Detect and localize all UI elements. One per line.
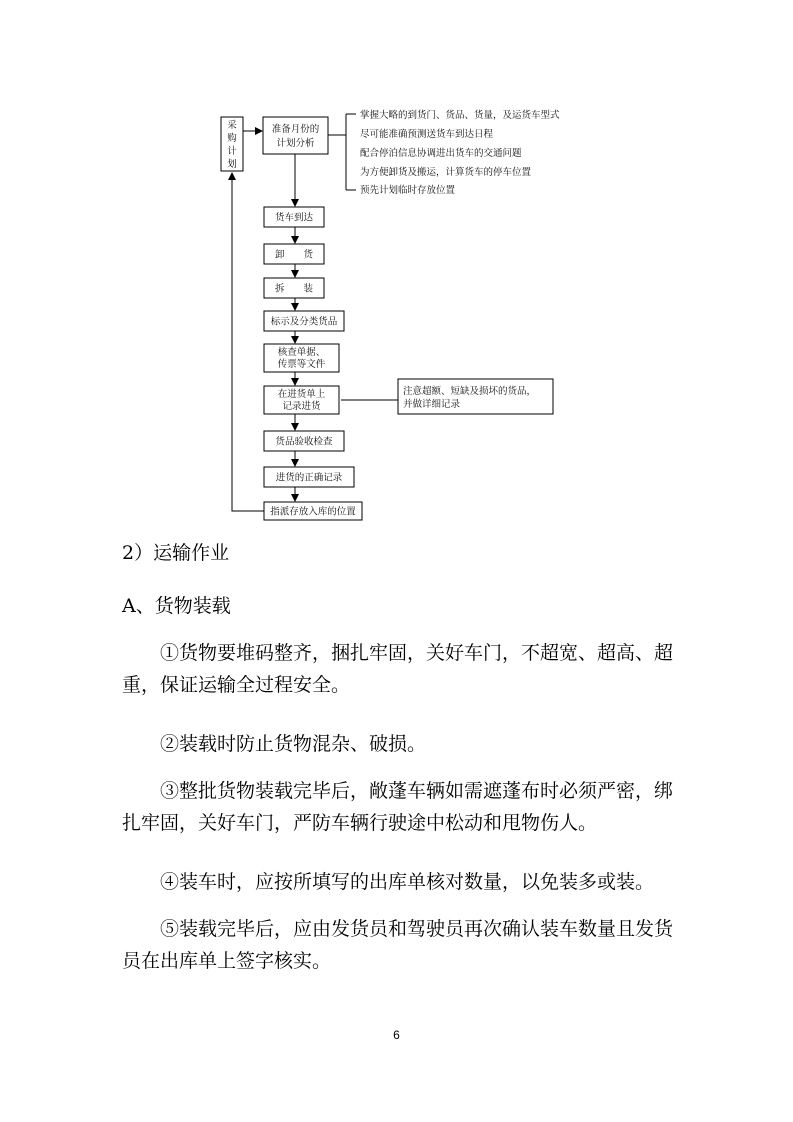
flow-step-label-4-1: 标示及分类货品 [270, 316, 338, 328]
paragraph-item-1: ①货物要堆码整齐，捆扎牢固，关好车门，不超宽、超高、超重，保证运输全过程安全。 [122, 642, 674, 696]
flow-step-label-9-1: 指派存放入库的位置 [270, 506, 356, 518]
side-note-5: 预先计划临时存放位置 [360, 185, 456, 196]
flow-step-label-2-1: 卸 货 [274, 249, 314, 261]
purchase-plan-char-4: 划 [227, 159, 237, 170]
paragraph-item-3: ③整批货物装载完毕后，敞蓬车辆如需遮蓬布时必须严密，绑扎牢固，关好车门，严防车辆行驶途中松动和甩物伤人。 [122, 780, 674, 834]
warehouse-receiving-flowchart [0, 0, 793, 530]
flow-step-label-3-1: 拆 装 [274, 283, 314, 295]
discrepancy-note-line-1: 注意超额、短缺及损坏的货品， [403, 386, 537, 397]
page-number: 6 [393, 1028, 400, 1042]
side-notes [346, 109, 560, 196]
side-note-4: 为方便卸货及搬运，计算货车的停车位置 [360, 167, 532, 178]
section-heading: 2）运输作业 [122, 542, 230, 564]
flow-step-label-1-1: 货车到达 [274, 212, 314, 224]
plan-analysis-line-1: 准备月份的 [271, 124, 320, 135]
paragraph-item-4: ④装车时，应按所填写的出库单核对数量，以免装多或装。 [160, 871, 655, 893]
flow-step-label-5-2: 传票等文件 [277, 359, 326, 370]
flow-steps [264, 207, 362, 520]
flow-step-label-6-2: 记录进货 [282, 401, 321, 412]
flow-step-label-5-1: 核查单据、 [277, 347, 326, 358]
discrepancy-note-line-2: 并做详细记录 [403, 399, 461, 410]
paragraph-item-2: ②装载时防止货物混杂、破损。 [160, 733, 427, 755]
flow-step-label-7-1: 货品验收检查 [275, 436, 333, 448]
paragraph-item-5: ⑤装载完毕后，应由发货员和驾驶员再次确认装车数量且发货员在出库单上签字核实。 [122, 918, 674, 972]
flow-step-label-6-1: 在进货单上 [277, 389, 326, 400]
subsection-heading: A、货物装载 [122, 595, 231, 617]
feedback-loop-line [232, 173, 264, 511]
purchase-plan-char-1: 采 [227, 120, 237, 131]
flow-step-label-8-1: 进货的正确记录 [275, 472, 343, 484]
purchase-plan-char-3: 计 [227, 146, 237, 157]
plan-analysis-line-2: 计划分析 [276, 138, 315, 149]
side-note-2: 尽可能准确预测送货车到达日程 [360, 129, 494, 140]
side-note-1: 掌握大略的到货门、货品、货量，及运货车型式 [360, 110, 560, 121]
purchase-plan-char-2: 购 [227, 133, 237, 144]
side-note-3: 配合停泊信息协调进出货车的交通问题 [360, 148, 522, 159]
